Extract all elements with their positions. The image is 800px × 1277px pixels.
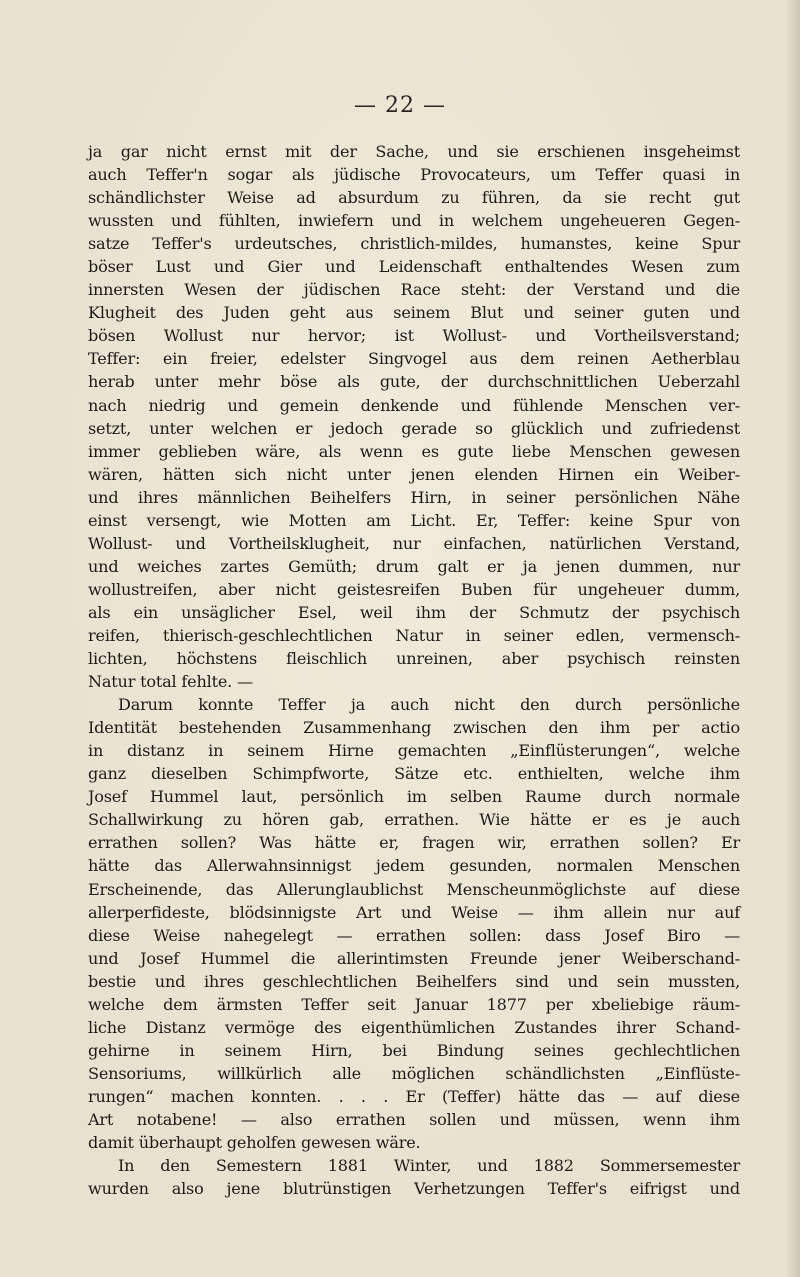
text-line: lichten, höchstens fleischlich unreinen, aber psychisch reinsten xyxy=(88,649,740,669)
text-line: reifen, thierisch-geschlechtlichen Natur in seiner edlen, vermensch- xyxy=(88,625,740,645)
text-line: und Josef Hummel die allerintimsten Freunde jener Weiberschand- xyxy=(88,948,740,968)
text-line: diese Weise nahegelegt — errathen sollen: dass Josef Biro — xyxy=(88,925,740,945)
text-line: liche Distanz vermöge des eigenthümlichen Zustandes ihrer Schand- xyxy=(88,1017,740,1037)
text-line: wollustreifen, aber nicht geistesreifen Buben für ungeheuer dumm, xyxy=(88,579,740,599)
paragraph-start-line: Darum konnte Teffer ja auch nicht den durch persönliche xyxy=(118,695,740,715)
text-line: innersten Wesen der jüdischen Race steht: der Verstand und die xyxy=(88,280,740,300)
text-line: ganz dieselben Schimpfworte, Sätze etc. enthielten, welche ihm xyxy=(88,764,740,784)
body-text xyxy=(88,140,740,1200)
text-line: wussten und fühlten, inwiefern und in welchem ungeheueren Gegen- xyxy=(88,211,740,231)
page-edge-shadow xyxy=(786,0,800,1277)
text-line: errathen sollen? Was hätte er, fragen wir, errathen sollen? Er xyxy=(88,833,740,853)
text-line: Art notabene! — also errathen sollen und müssen, wenn ihm xyxy=(88,1109,740,1129)
text-line: ja gar nicht ernst mit der Sache, und sie erschienen insgeheimst xyxy=(88,142,740,161)
text-line: böser Lust und Gier und Leidenschaft enthaltendes Wesen zum xyxy=(88,257,740,277)
text-line: setzt, unter welchen er jedoch gerade so glücklich und zufriedenst xyxy=(88,418,740,438)
text-line: immer geblieben wäre, als wenn es gute liebe Menschen gewesen xyxy=(88,441,740,461)
text-line: und weiches zartes Gemüth; drum galt er ja jenen dummen, nur xyxy=(88,556,740,576)
text-line: Identität bestehenden Zusammenhang zwischen den ihm per actio xyxy=(88,718,740,738)
text-line: gehirne in seinem Hirn, bei Bindung seines gechlechtlichen xyxy=(88,1040,740,1060)
text-line: auch Teffer'n sogar als jüdische Provocateurs, um Teffer quasi in xyxy=(88,165,740,185)
text-line: in distanz in seinem Hirne gemachten „Einflüsterungen“, welche xyxy=(88,741,740,761)
paragraph-end-line: damit überhaupt geholfen gewesen wäre. xyxy=(88,1133,421,1153)
text-line: Sensoriums, willkürlich alle möglichen schändlichsten „Einflüste- xyxy=(88,1063,740,1083)
text-line: und ihres männlichen Beihelfers Hirn, in seiner persönlichen Nähe xyxy=(88,487,740,507)
text-line: hätte das Allerwahnsinnigst jedem gesunden, normalen Menschen xyxy=(88,856,740,876)
text-line: Klugheit des Juden geht aus seinem Blut und seiner guten und xyxy=(88,303,740,323)
text-line: Wollust- und Vortheilsklugheit, nur einfachen, natürlichen Verstand, xyxy=(88,533,740,553)
text-line: als ein unsäglicher Esel, weil ihm der Schmutz der psychisch xyxy=(88,602,740,622)
text-line: herab unter mehr böse als gute, der durchschnittlichen Ueberzahl xyxy=(88,372,740,392)
text-line: einst versengt, wie Motten am Licht. Er, Teffer: keine Spur von xyxy=(88,510,740,530)
text-line: wären, hätten sich nicht unter jenen elenden Hirnen ein Weiber- xyxy=(88,464,740,484)
text-line: Schallwirkung zu hören gab, errathen. Wie hätte er es je auch xyxy=(88,810,740,830)
text-line: welche dem ärmsten Teffer seit Januar 1877 per xbeliebige räum- xyxy=(88,994,740,1014)
text-line: satze Teffer's urdeutsches, christlich-mildes, humanstes, keine Spur xyxy=(88,234,740,254)
page-number: — 22 — xyxy=(354,93,446,118)
text-line: Josef Hummel laut, persönlich im selben Raume durch normale xyxy=(88,787,740,807)
text-line: bösen Wollust nur hervor; ist Wollust- und Vortheilsverstand; xyxy=(88,326,740,346)
paragraph-start-line: In den Semestern 1881 Winter, und 1882 Sommersemester xyxy=(118,1156,740,1176)
text-line: Erscheinende, das Allerunglaublichst Menscheunmöglichste auf diese xyxy=(88,879,740,899)
text-line: schändlichster Weise ad absurdum zu führen, da sie recht gut xyxy=(88,188,740,208)
text-line: Teffer: ein freier, edelster Singvogel aus dem reinen Aetherblau xyxy=(88,349,740,369)
text-line: rungen“ machen konnten. . . . Er (Teffer) hätte das — auf diese xyxy=(88,1086,740,1106)
text-line: allerperfideste, blödsinnigste Art und Weise — ihm allein nur auf xyxy=(88,902,740,922)
text-line: bestie und ihres geschlechtlichen Beihelfers sind und sein mussten, xyxy=(88,971,740,991)
text-line: nach niedrig und gemein denkende und fühlende Menschen ver- xyxy=(88,395,740,415)
paragraph-end-line: Natur total fehlte. — xyxy=(88,672,253,692)
text-line: wurden also jene blutrünstigen Verhetzungen Teffer's eifrigst und xyxy=(88,1179,740,1199)
